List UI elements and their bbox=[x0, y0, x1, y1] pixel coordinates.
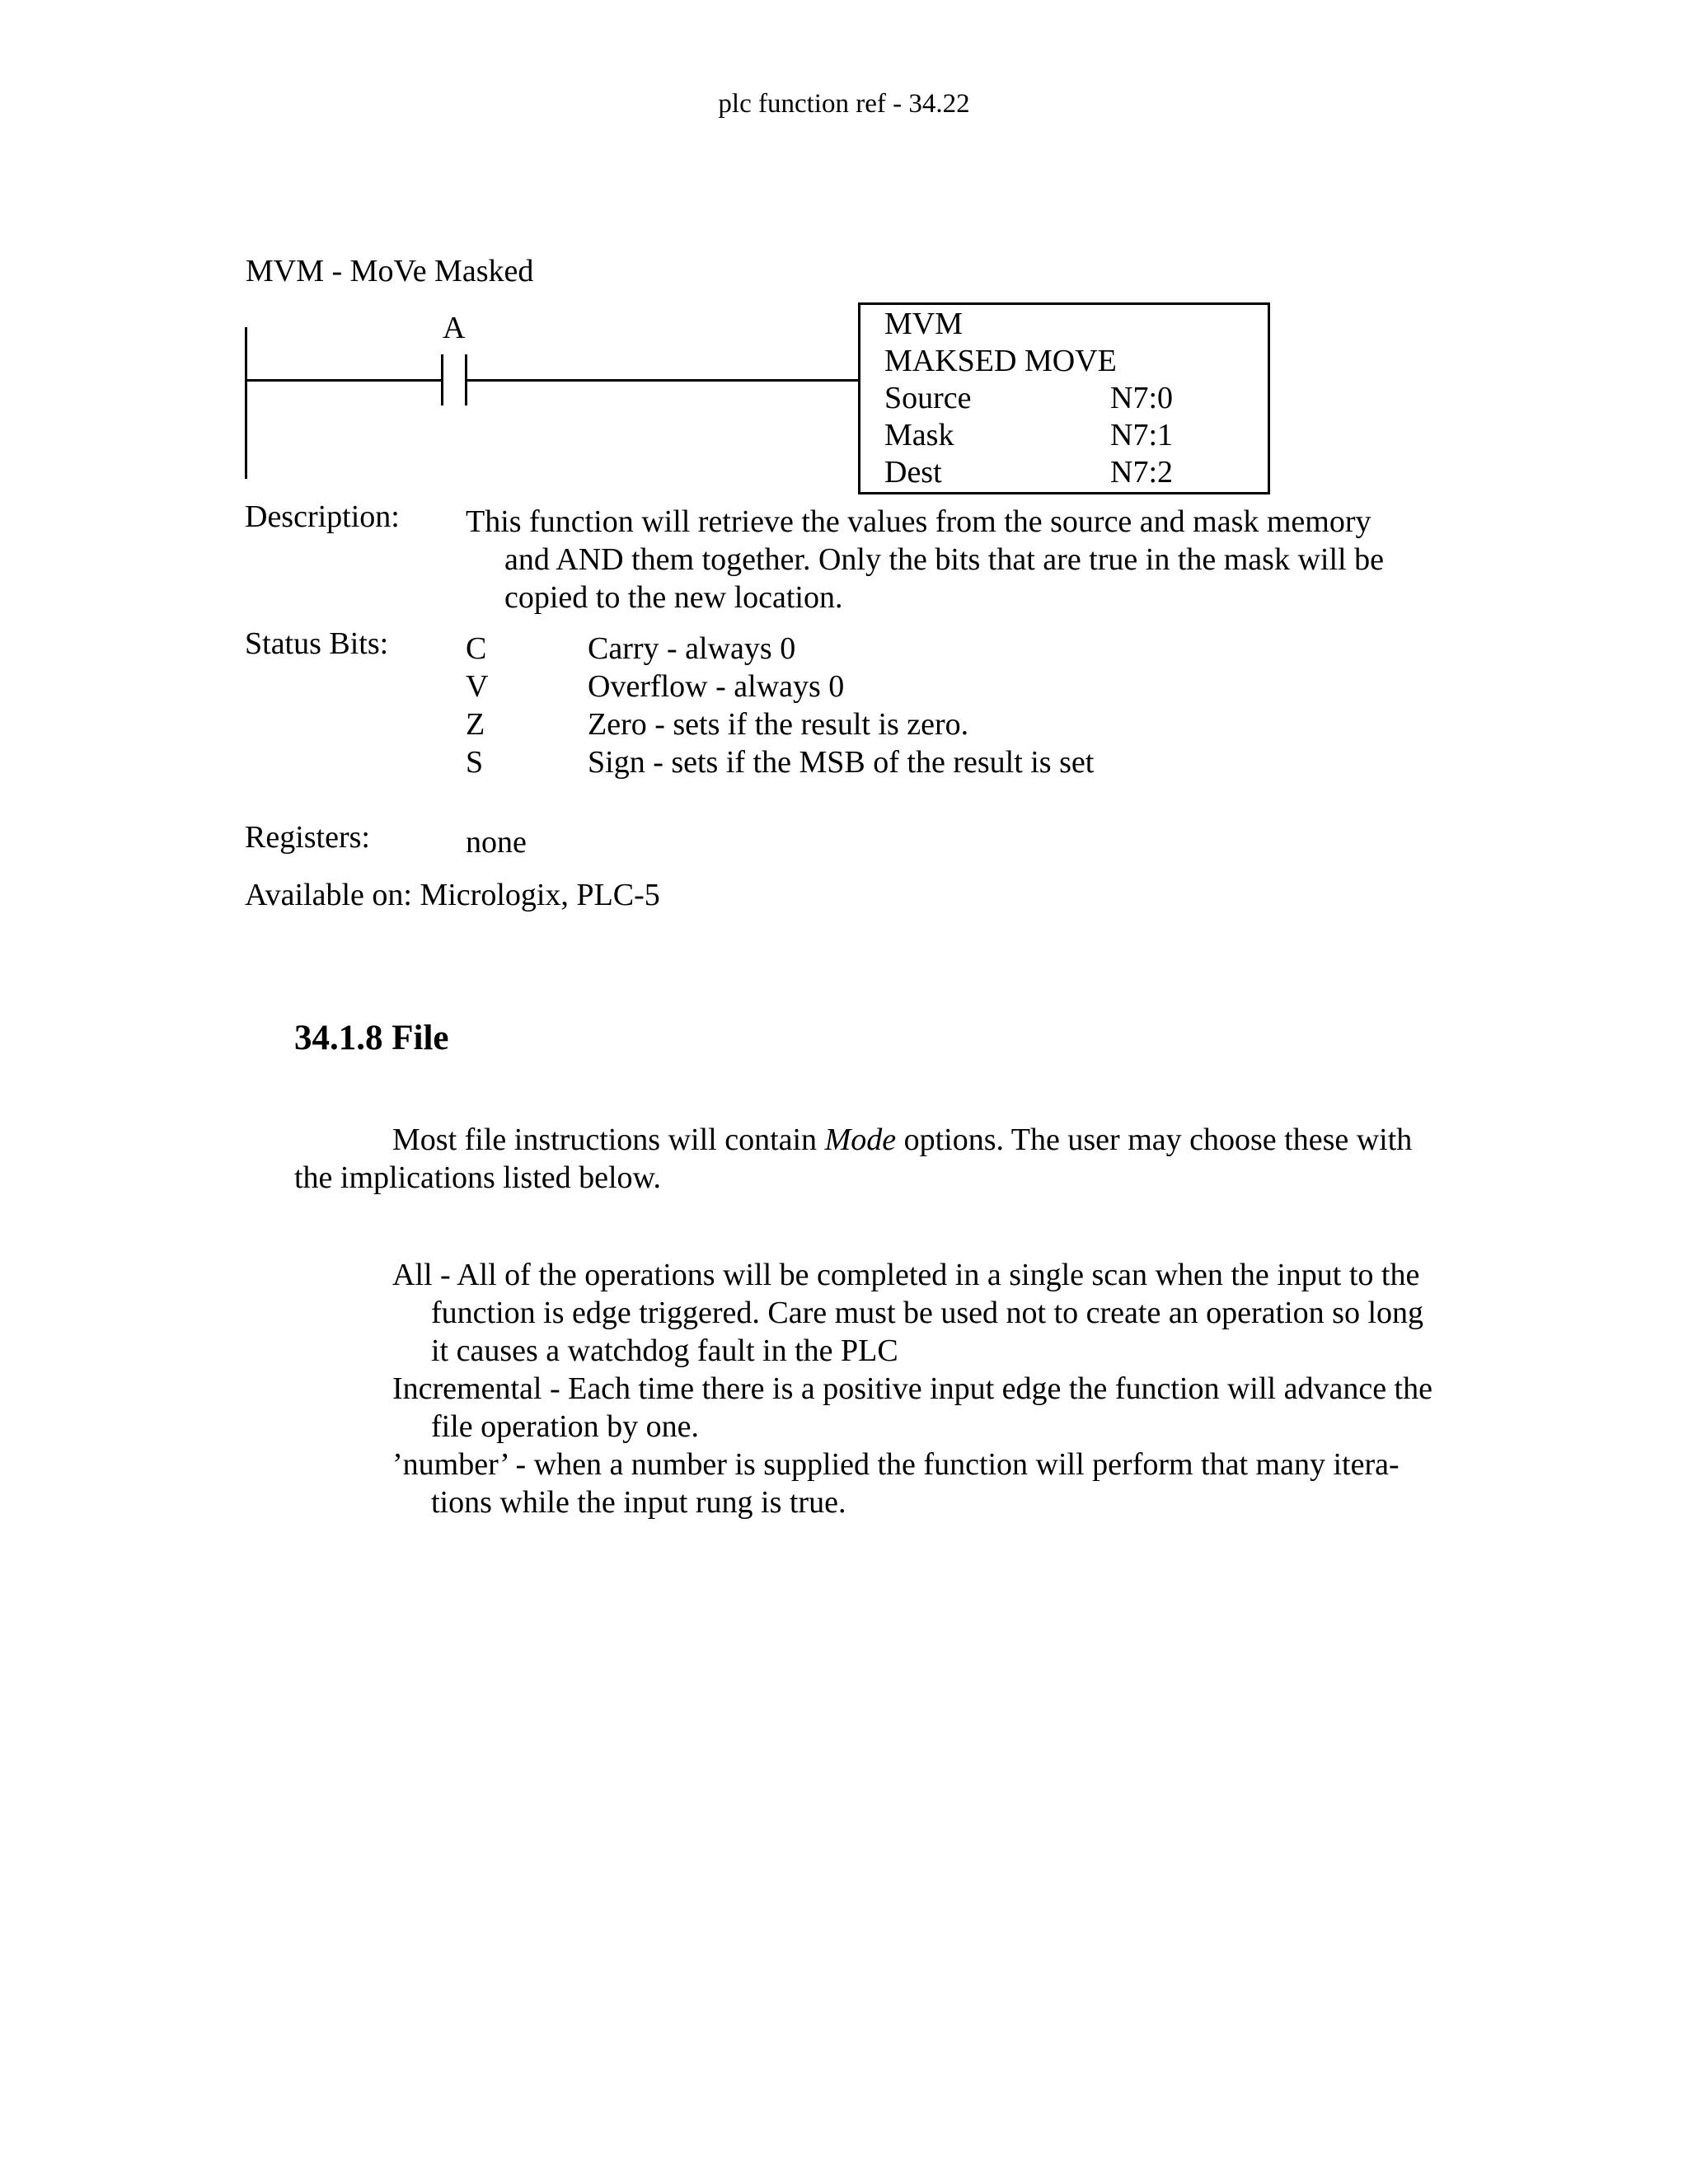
block-param-label: Dest bbox=[884, 455, 942, 490]
mode-option-all: All - All of the operations will be completed in a single scan when the input to the bbox=[392, 1258, 1420, 1292]
availability-text: Available on: Micrologix, PLC-5 bbox=[245, 878, 660, 912]
description-text: copied to the new location. bbox=[504, 580, 843, 615]
description-text: This function will retrieve the values from the source and mask memory bbox=[466, 504, 1372, 539]
mode-option-number: ’number’ - when a number is supplied the function will perform that many itera- bbox=[392, 1447, 1400, 1482]
contact-left-plate bbox=[441, 354, 443, 405]
function-title: MVM - MoVe Masked bbox=[246, 254, 534, 288]
block-param-value: N7:2 bbox=[1110, 455, 1173, 490]
status-bit-description: Carry - always 0 bbox=[588, 631, 796, 666]
mode-option-all-cont: function is edge triggered. Care must be used not to create an operation so long bbox=[431, 1296, 1424, 1330]
description-text: and AND them together. Only the bits that are true in the mask will be bbox=[504, 542, 1384, 577]
block-param-label: Mask bbox=[884, 418, 954, 452]
mode-option-number-cont: tions while the input rung is true. bbox=[431, 1485, 846, 1520]
rung-wire-left bbox=[245, 379, 441, 382]
registers-label: Registers: bbox=[245, 820, 370, 855]
registers-value: none bbox=[466, 825, 527, 860]
status-bit-letter: S bbox=[466, 745, 484, 780]
intro-paragraph: Most file instructions will contain Mode options. The user may choose these with bbox=[392, 1122, 1413, 1157]
block-param-value: N7:0 bbox=[1110, 381, 1173, 415]
status-bit-description: Overflow - always 0 bbox=[588, 669, 845, 704]
block-name: MVM bbox=[884, 307, 964, 341]
block-description: MAKSED MOVE bbox=[884, 344, 1117, 378]
section-heading: 34.1.8 File bbox=[294, 1019, 449, 1057]
status-bit-letter: C bbox=[466, 631, 487, 666]
block-param-value: N7:1 bbox=[1110, 418, 1173, 452]
description-label: Description: bbox=[245, 499, 400, 534]
intro-paragraph-line: the implications listed below. bbox=[294, 1160, 662, 1195]
status-bit-letter: V bbox=[466, 669, 489, 704]
page-header: plc function ref - 34.22 bbox=[718, 89, 970, 119]
left-power-rail bbox=[245, 327, 247, 479]
status-bit-letter: Z bbox=[466, 707, 485, 742]
function-block bbox=[858, 302, 1270, 494]
block-param-label: Source bbox=[884, 381, 972, 415]
status-bits-label: Status Bits: bbox=[245, 626, 389, 661]
mode-emphasis: Mode bbox=[824, 1122, 897, 1157]
rung-wire-right bbox=[467, 379, 858, 382]
status-bit-description: Sign - sets if the MSB of the result is set bbox=[588, 745, 1095, 780]
status-bit-description: Zero - sets if the result is zero. bbox=[588, 707, 969, 742]
mode-option-incremental: Incremental - Each time there is a positive input edge the function will advance the bbox=[392, 1371, 1432, 1406]
mode-option-incremental-cont: file operation by one. bbox=[431, 1409, 700, 1444]
contact-label: A bbox=[443, 311, 466, 345]
mode-option-all-cont: it causes a watchdog fault in the PLC bbox=[431, 1333, 898, 1368]
